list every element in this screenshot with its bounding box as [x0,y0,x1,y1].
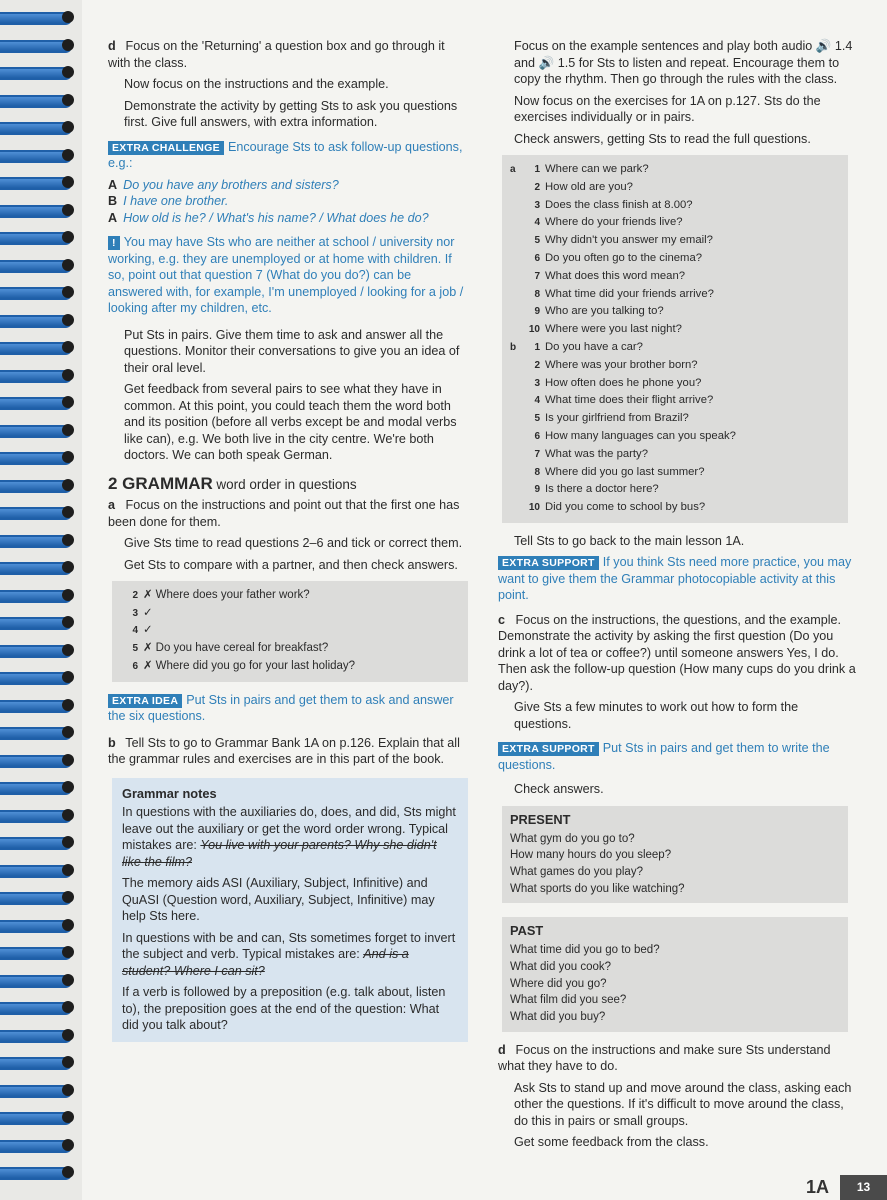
binding-ring [0,643,78,657]
answer-row [510,481,840,499]
step-letter: d [108,39,116,53]
paragraph: Give Sts a few minutes to work out how to form the questions. [514,700,799,731]
binding-ring [0,1083,78,1097]
answer-row [120,658,460,676]
teacher-warning [108,234,468,317]
dialogue-line [108,193,468,210]
page-number: 13 [840,1175,887,1200]
binding-ring [0,175,78,189]
answer-row [510,375,840,393]
binding-ring [0,203,78,217]
answer-mark: ✗ [143,642,153,655]
answer-number: 3 [534,377,540,389]
step-c [498,612,858,695]
answer-number: 10 [528,324,540,336]
answer-row [510,214,840,232]
speaker-label: A [108,210,118,225]
binding-ring [0,1000,78,1014]
answer-text: How many languages can you speak? [545,429,736,442]
extra-support-tag: EXTRA SUPPORT [498,742,599,756]
section-subtitle: word order in questions [216,476,357,492]
dialogue-text: Do you have any brothers and sisters? [123,177,339,192]
question-line: How many hours do you sleep? [510,849,672,862]
answer-text: How old are you? [545,180,633,193]
paragraph: Check answers. [514,782,604,797]
binding-ring [0,313,78,327]
answer-number: 6 [534,252,540,264]
box-title: PAST [510,923,544,939]
binding-ring [0,1138,78,1152]
extra-challenge-text: Encourage Sts to ask follow-up questions, e.g.: [108,139,463,170]
dialogue-text: I have one brother. [123,194,229,208]
notes-paragraph: The memory aids ASI (Auxiliary, Subject, Infinitive) and QuASI (Question word, Auxiliary, Subject, Infinitive) may help Sts here. [122,876,435,924]
binding-ring [0,835,78,849]
notes-text: In questions with the auxiliaries do, does, and did, Sts might leave out the auxiliary or get the word order wrong. Typical mistakes are: [122,805,456,853]
answer-number: 5 [534,235,540,247]
question-line: What sports do you like watching? [510,882,685,895]
binding-ring [0,588,78,602]
binding-ring [0,423,78,437]
question-line: What film did you see? [510,994,627,1007]
paragraph: Get feedback from several pairs to see what they have in common. At this point, you could teach them the word both and its position (before all verbs except be and modal verbs like can), e.g. We both live in the city centre. We're both doctors. We can both speak German. [124,382,457,462]
binding-ring [0,533,78,547]
binding-ring [0,560,78,574]
answer-mark: ✓ [143,606,153,619]
binding-ring [0,285,78,299]
answer-number: 3 [132,607,138,619]
answer-number: 4 [534,395,540,407]
answer-text: Where did you go last summer? [545,465,705,478]
answer-number: 4 [534,217,540,229]
step-text: Focus on the instructions, the questions, and the example. Demonstrate the activity by asking the first question (Do you drink a lot of tea or coffee?) until someone answers Yes, I do. Then ask the follow-up question (How many cups do you drink a day?). [498,612,856,693]
answer-row [120,587,460,605]
answer-row [510,250,840,268]
answer-number: 2 [534,181,540,193]
binding-ring [0,808,78,822]
binding-ring [0,120,78,134]
step-a [108,497,468,530]
paragraph: Get some feedback from the class. [514,1135,709,1150]
answer-row [120,622,460,640]
step-text: Focus on the instructions and point out that the first one has been done for them. [108,498,460,529]
question-line: What gym do you go to? [510,832,635,845]
extra-challenge-tag: EXTRA CHALLENGE [108,141,224,155]
step-letter: c [498,612,506,627]
binding-ring [0,230,78,244]
binding-ring [0,863,78,877]
answer-row [510,197,840,215]
answer-number: 10 [528,502,540,514]
warning-icon: ! [108,236,120,250]
binding-ring [0,258,78,272]
answer-number: 1 [534,164,540,175]
extra-idea [108,692,468,725]
answer-row [510,339,840,357]
present-list [510,831,840,898]
list-label: a [510,164,516,175]
present-box [502,806,848,904]
answer-text: Does the class finish at 8.00? [545,198,693,211]
answer-row [510,392,840,410]
answer-number: 2 [534,359,540,371]
answer-mark: ✗ [143,659,153,672]
past-box [502,917,848,1031]
step-text: Focus on the instructions and make sure Sts understand what they have to do. [498,1042,831,1074]
answer-text: Do you often go to the cinema? [545,251,703,264]
step-text: Tell Sts to go to Grammar Bank 1A on p.126. Explain that all the grammar rules and exercises are in this part of the book. [108,735,460,767]
step-letter: b [108,735,116,750]
binding-ring [0,450,78,464]
answer-text: Where do your friends live? [545,216,683,229]
grammar-notes-box [112,778,468,1042]
answer-row [510,321,840,339]
step-letter: d [498,1042,506,1057]
answer-number: 3 [534,199,540,211]
answer-number: 6 [534,430,540,442]
extra-support-2 [498,740,858,773]
answer-text: Do you have cereal for breakfast? [155,642,329,655]
binding-ring [0,670,78,684]
extra-challenge [108,139,468,172]
answer-row [510,428,840,446]
section-title: 2 GRAMMAR [108,473,213,493]
question-line: What games do you play? [510,866,643,879]
list-label: b [510,341,517,353]
answers-box-ab [502,155,848,523]
dialogue-example [108,177,468,227]
paragraph: Check answers, getting Sts to read the full questions. [514,131,811,146]
answer-text: What was the party? [545,447,648,460]
binding-ring [0,395,78,409]
answer-number: 4 [132,625,138,637]
answer-text: Do you have a car? [545,340,643,353]
paragraph: Focus on the example sentences and play both audio 🔊 1.4 and 🔊 1.5 for Sts to listen and repeat. Encourage them to copy the rhythm. Then go through the rules with the class. [514,39,853,86]
notes-text: In questions with be and can, Sts sometimes forget to invert the subject and verb. Typical mistakes are: [122,930,456,962]
answer-number: 5 [132,643,138,655]
right-column [498,38,858,1156]
answer-row [510,161,840,179]
answer-text: Who are you talking to? [545,305,664,318]
binding-ring [0,93,78,107]
extra-support-tag: EXTRA SUPPORT [498,556,599,570]
answer-number: 2 [132,590,138,601]
answer-row [510,446,840,464]
paragraph: Now focus on the exercises for 1A on p.127. Sts do the exercises individually or in pairs. [514,93,821,124]
answer-text: Where was your brother born? [545,358,698,371]
dialogue-line [108,177,468,194]
step-letter: a [108,498,116,512]
binding-ring [0,1110,78,1124]
answer-text: Is your girlfriend from Brazil? [545,412,689,425]
binding-ring [0,890,78,904]
answer-text: What time did your friends arrive? [545,287,714,300]
warning-text: You may have Sts who are neither at school / university nor working, e.g. they are unemployed or at home with children. If so, point out that question 7 (What do you do?) can be answered with, for example, I'm unemployed / looking for a job / looking after my children, etc. [108,235,464,315]
binding-ring [0,38,78,52]
answer-number: 7 [534,270,540,282]
box-title: PRESENT [510,811,571,827]
paragraph: Tell Sts to go back to the main lesson 1A. [514,533,745,548]
answers-box-a [112,581,468,682]
binding-ring [0,753,78,767]
paragraph: Put Sts in pairs. Give them time to ask and answer all the questions. Monitor their conversations to give you an idea of their oral level. [124,327,460,375]
extra-idea-tag: EXTRA IDEA [108,694,182,708]
answer-text: Is there a doctor here? [545,483,659,496]
speaker-label: B [108,194,118,208]
answer-number: 5 [534,413,540,425]
answer-text: Where did you go for your last holiday? [155,659,356,672]
paragraph: Give Sts time to read questions 2–6 and tick or correct them. [124,536,463,550]
extra-support-text: Put Sts in pairs and get them to write the questions. [498,741,830,772]
binding-ring [0,725,78,739]
answer-text: Where can we park? [545,163,649,175]
notes-paragraph [122,930,458,980]
binding-ring [0,698,78,712]
answer-row [510,357,840,375]
binding-ring [0,148,78,162]
binding-ring [0,65,78,79]
step-d [108,38,468,71]
step-b [108,735,468,768]
dialogue-line [108,210,468,227]
answer-number: 8 [534,466,540,478]
binding-ring [0,780,78,794]
answer-number: 8 [534,288,540,300]
spiral-binding [0,0,82,1200]
answer-row [510,464,840,482]
answer-text: How often does he phone you? [545,376,702,389]
paragraph: Now focus on the instructions and the example. [124,77,389,91]
question-line: What did you buy? [510,1010,606,1023]
left-column [108,38,468,1042]
answer-text: Did you come to school by bus? [545,501,706,514]
question-line: What did you cook? [510,960,612,973]
notes-paragraph [122,804,458,870]
paragraph: Get Sts to compare with a partner, and then check answers. [124,557,458,572]
mistake-example: And is a student? Where I can sit? [122,947,409,978]
speaker-label: A [108,177,118,192]
step-d-right [498,1042,858,1075]
answer-row [510,410,840,428]
notes-paragraph: If a verb is followed by a preposition (e.g. talk about, listen to), the preposition goes at the end of the question: What did you talk about? [122,985,446,1033]
binding-ring [0,340,78,354]
answer-mark: ✗ [143,589,153,601]
answer-row [510,268,840,286]
binding-ring [0,1165,78,1179]
binding-ring [0,478,78,492]
answer-row [120,605,460,623]
answer-text: Where were you last night? [545,323,682,336]
answer-row [510,499,840,517]
binding-ring [0,368,78,382]
extra-support-text: If you think Sts need more practice, you may want to give them the Grammar photocopiable activity at this point. [498,555,852,603]
dialogue-text: How old is he? / What's his name? / What does he do? [123,210,429,225]
paragraph: Ask Sts to stand up and move around the class, asking each other the questions. If it's difficult to move around the class, do this in pairs or small groups. [514,1080,852,1128]
answer-row [510,303,840,321]
answer-row [120,640,460,658]
binding-ring [0,1028,78,1042]
answer-number: 6 [132,660,138,672]
step-text: Focus on the 'Returning' a question box and go through it with the class. [108,39,445,70]
binding-ring [0,973,78,987]
answer-mark: ✓ [143,624,153,637]
answer-row [510,179,840,197]
answer-text: What time does their flight arrive? [545,394,714,407]
notes-title: Grammar notes [122,785,217,801]
answer-number: 1 [534,341,540,353]
question-line: What time did you go to bed? [510,944,660,957]
extra-support-1 [498,554,858,604]
binding-ring [0,615,78,629]
binding-ring [0,1055,78,1069]
mistake-example: You live with your parents? Why she didn't like the film? [122,838,437,869]
binding-ring [0,918,78,932]
answer-number: 9 [534,306,540,318]
answer-row [510,232,840,250]
binding-ring [0,505,78,519]
extra-idea-text: Put Sts in pairs and get them to ask and answer the six questions. [108,692,454,724]
answer-number: 7 [534,448,540,460]
binding-ring [0,945,78,959]
binding-ring [0,10,78,24]
question-line: Where did you go? [510,977,607,990]
answer-row [510,286,840,304]
grammar-heading [108,473,468,494]
past-list [510,942,840,1026]
answer-text: Why didn't you answer my email? [545,234,713,247]
answer-text: Where does your father work? [155,589,310,601]
paragraph: Demonstrate the activity by getting Sts to ask you questions first. Give full answers, with extra information. [124,98,458,129]
unit-label: 1A [806,1177,830,1197]
answer-number: 9 [534,484,540,496]
answer-text: What does this word mean? [545,269,686,282]
